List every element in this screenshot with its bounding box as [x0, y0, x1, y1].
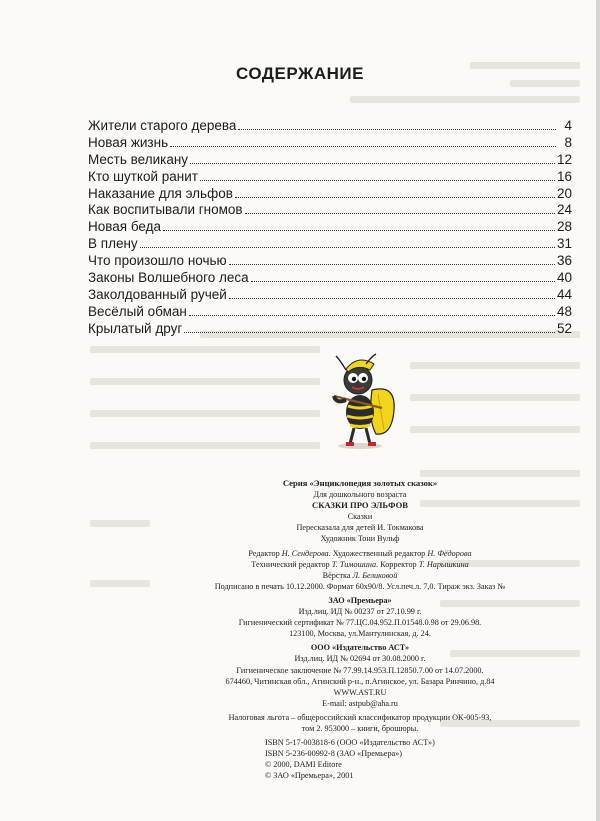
- age-line: Для дошкольного возраста: [313, 490, 407, 500]
- toc-entry-title: В плену: [88, 236, 138, 252]
- toc-entry: [88, 118, 572, 135]
- toc-entry-page: 28: [556, 219, 572, 235]
- publisher-2-license: Изд.лиц. ИД № 02694 от 30.08.2000 г.: [294, 654, 426, 664]
- print-signed-line: Подписано в печать 10.12.2000. Формат 60х90/8. Усл.печ.л. 7,0. Тираж экз. Заказ №: [214, 581, 506, 591]
- imprint-block: [155, 478, 565, 781]
- toc-entry-page: 12: [556, 151, 572, 167]
- toc-entry-page: 36: [556, 253, 572, 269]
- toc-entry-title: Наказание для эльфов: [88, 185, 233, 201]
- tech-editors-line: Технический редактор Т. Тимошина. Корректор Т. Нарышкина: [251, 559, 469, 569]
- publisher-2-address: 674460, Читинская обл., Агинский р-н., п.Агинское, ул. Базара Ринчино, д.84: [225, 676, 495, 686]
- tax-line-2: том 2. 953000 – книги, брошюры.: [301, 723, 419, 733]
- toc-entry-title: Новая жизнь: [88, 134, 169, 150]
- series-line: Серия «Энциклопедия золотых сказок»: [282, 478, 438, 488]
- toc-dot-leader: [163, 230, 555, 231]
- toc-entry-page: 52: [556, 320, 572, 336]
- editors-line: Редактор Н. Сендерова. Художественный редактор Н. Фёдорова: [248, 548, 472, 558]
- toc-entry-page: 31: [556, 236, 572, 252]
- publisher-1-address: 123100, Москва, ул.Мантулинская, д. 24.: [289, 629, 431, 639]
- publisher-2-certificate: Гигиеническое заключение № 77.99.14.953.П.12850.7.00 от 14.07.2000.: [236, 665, 484, 675]
- isbn-2: ISBN 5-236-00992-8 (ЗАО «Премьера»): [265, 749, 402, 759]
- toc-dot-leader: [184, 332, 555, 333]
- website: WWW.AST.RU: [333, 687, 387, 697]
- toc-entry-title: Законы Волшебного леса: [88, 270, 249, 286]
- toc-entry: [88, 135, 572, 152]
- table-of-contents: [88, 118, 572, 338]
- toc-entry-title: Крылатый друг: [88, 320, 183, 336]
- toc-entry: [88, 202, 572, 219]
- toc-entry: [88, 219, 572, 236]
- copyright-1: © 2000, DAMI Editore: [265, 760, 342, 770]
- toc-entry-page: 48: [556, 303, 572, 319]
- bee-elf-illustration: [324, 350, 400, 450]
- toc-entry-page: 8: [564, 134, 572, 150]
- toc-entry-page: 24: [556, 202, 572, 218]
- toc-dot-leader: [189, 315, 555, 316]
- toc-entry-page: 4: [564, 118, 572, 133]
- toc-entry-title: Как воспитывали гномов: [88, 202, 243, 218]
- toc-entry: [88, 236, 572, 253]
- toc-entry: [88, 304, 572, 321]
- toc-dot-leader: [238, 129, 556, 130]
- publisher-1-name: ЗАО «Премьера»: [328, 595, 392, 605]
- toc-entry-title: Жители старого дерева: [88, 118, 237, 133]
- book-title: СКАЗКИ ПРО ЭЛЬФОВ: [311, 500, 409, 511]
- toc-entry: [88, 253, 572, 270]
- toc-entry-title: Заколдованный ручей: [88, 286, 227, 302]
- toc-entry-title: Новая беда: [88, 219, 162, 235]
- isbn-1: ISBN 5-17-003818-6 (ООО «Издательство АСТ»): [265, 738, 435, 748]
- toc-entry: [88, 270, 572, 287]
- toc-dot-leader: [251, 281, 555, 282]
- toc-dot-leader: [190, 163, 555, 164]
- copyright-2: © ЗАО «Премьера», 2001: [265, 771, 354, 781]
- tax-line-1: Налоговая льгота – общероссийский классификатор продукции ОК-005-93,: [228, 712, 492, 722]
- contents-heading: СОДЕРЖАНИЕ: [236, 64, 364, 83]
- toc-entry-page: 20: [556, 185, 572, 201]
- publisher-2-name: ООО «Издательство АСТ»: [310, 643, 410, 653]
- toc-entry-title: Кто шуткой ранит: [88, 168, 198, 184]
- toc-entry: [88, 321, 572, 338]
- genre-line: Сказки: [347, 512, 373, 522]
- publisher-1-license: Изд.лиц. ИД № 00237 от 27.10.99 г.: [298, 607, 422, 617]
- toc-dot-leader: [235, 197, 555, 198]
- toc-entry-page: 40: [556, 270, 572, 286]
- toc-dot-leader: [229, 298, 555, 299]
- publisher-1-certificate: Гигиенический сертификат № 77.ЦС.04.952.П.01548.0.98 от 29.06.98.: [238, 618, 482, 628]
- toc-dot-leader: [140, 247, 555, 248]
- toc-entry-title: Месть великану: [88, 151, 189, 167]
- toc-entry: [88, 287, 572, 304]
- toc-dot-leader: [245, 213, 555, 214]
- artist-line: Художник Тони Вульф: [320, 534, 400, 544]
- toc-dot-leader: [170, 146, 556, 147]
- retold-line: Пересказала для детей И. Токмакова: [296, 523, 424, 533]
- page-edge: [596, 0, 600, 821]
- toc-entry-page: 16: [556, 168, 572, 184]
- toc-entry: [88, 186, 572, 203]
- toc-entry: [88, 169, 572, 186]
- layout-line: Вёрстка Л. Беликовой: [322, 570, 398, 580]
- toc-dot-leader: [200, 180, 555, 181]
- toc-entry-title: Весёлый обман: [88, 303, 187, 319]
- toc-dot-leader: [229, 264, 555, 265]
- email: E-mail: astpub@aha.ru: [322, 698, 398, 708]
- toc-entry-title: Что произошло ночью: [88, 253, 227, 269]
- toc-entry: [88, 152, 572, 169]
- toc-entry-page: 44: [556, 286, 572, 302]
